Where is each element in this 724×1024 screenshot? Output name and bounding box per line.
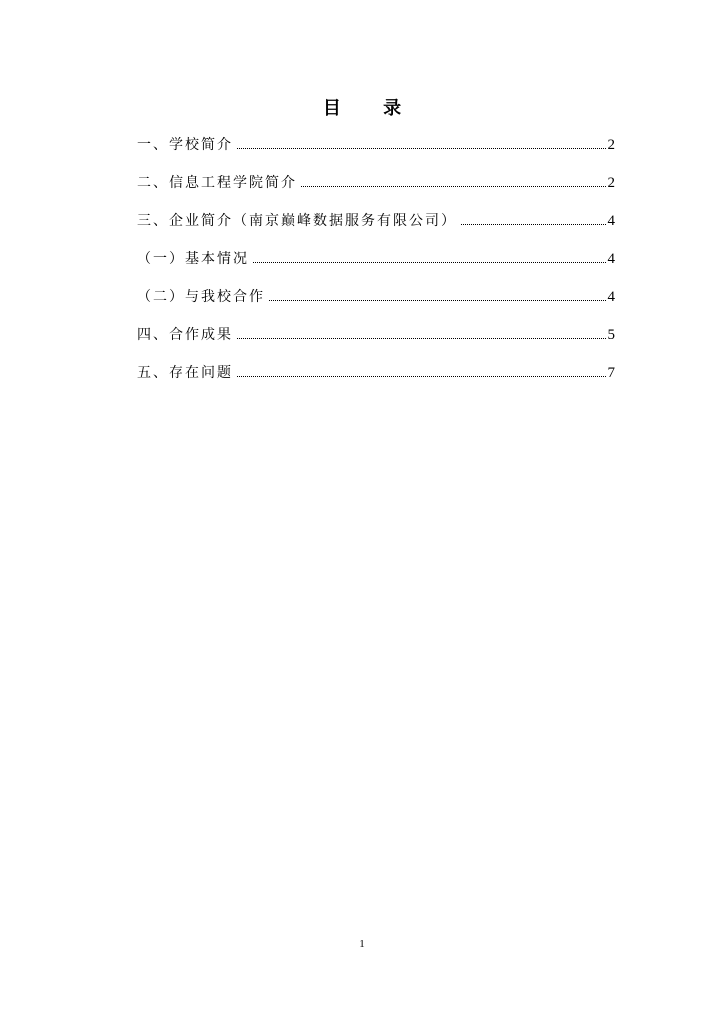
toc-entry-college-intro[interactable] xyxy=(137,170,615,208)
dot-leader xyxy=(237,147,606,149)
toc-entry-label: （二）与我校合作 xyxy=(137,289,265,305)
dot-leader xyxy=(237,375,606,377)
toc-entry-page: 5 xyxy=(607,327,615,343)
toc-entry-page: 4 xyxy=(607,251,615,267)
dot-leader xyxy=(237,337,606,339)
toc-entry-label: 二、信息工程学院简介 xyxy=(137,175,297,191)
toc-list xyxy=(137,132,615,398)
toc-entry-label: 五、存在问题 xyxy=(137,365,233,381)
toc-entry-page: 2 xyxy=(607,175,615,191)
toc-entry-company-intro[interactable] xyxy=(137,208,615,246)
page-number: 1 xyxy=(359,938,365,950)
dot-leader xyxy=(461,223,606,225)
toc-entry-cooperation[interactable] xyxy=(137,284,615,322)
toc-entry-basic-info[interactable] xyxy=(137,246,615,284)
toc-entry-results[interactable] xyxy=(137,322,615,360)
toc-entry-label: 四、合作成果 xyxy=(137,327,233,343)
toc-entry-label: 三、企业简介（南京巅峰数据服务有限公司） xyxy=(137,213,457,229)
toc-entry-problems[interactable] xyxy=(137,360,615,398)
dot-leader xyxy=(301,185,606,187)
dot-leader xyxy=(253,261,606,263)
toc-entry-label: （一）基本情况 xyxy=(137,251,249,267)
toc-entry-page: 4 xyxy=(607,213,615,229)
toc-title: 目 录 xyxy=(322,98,420,119)
toc-entry-page: 4 xyxy=(607,289,615,305)
toc-entry-label: 一、学校简介 xyxy=(137,137,233,153)
dot-leader xyxy=(269,299,606,301)
toc-entry-page: 2 xyxy=(607,137,615,153)
toc-entry-page: 7 xyxy=(607,365,615,381)
toc-entry-school-intro[interactable] xyxy=(137,132,615,170)
